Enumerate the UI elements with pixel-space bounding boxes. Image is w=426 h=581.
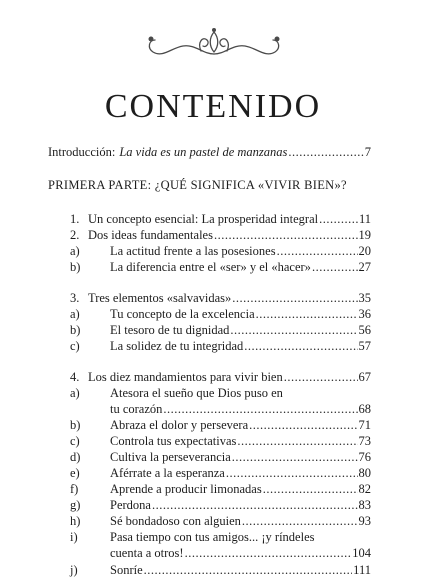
leader-dots — [319, 212, 358, 227]
leader-dots — [244, 339, 357, 354]
toc-subentry — [70, 418, 371, 434]
page-number: 71 — [358, 418, 371, 432]
leader-dots — [277, 244, 358, 259]
page-number: 82 — [358, 482, 371, 496]
entry-text: Perdona — [110, 498, 151, 512]
entry-number: a) — [70, 244, 80, 258]
leader-dots — [256, 307, 358, 322]
toc-subentry — [70, 530, 314, 545]
entry-number: 2. — [70, 228, 80, 242]
entry-text: Sé bondadoso con alguien — [110, 514, 241, 528]
entry-text: Tu concepto de la excelencia — [110, 307, 255, 321]
page-number: 93 — [358, 514, 371, 528]
entry-text: La diferencia entre el «ser» y el «hacer» — [110, 260, 311, 274]
leader-dots — [242, 514, 358, 529]
toc-subentry — [70, 466, 371, 482]
page-number: 67 — [358, 370, 371, 384]
toc-subentry — [70, 450, 371, 466]
entry-text: La actitud frente a las posesiones — [110, 244, 276, 258]
entry-number: 1. — [70, 212, 80, 226]
entry-text: tu corazón — [110, 402, 163, 416]
page-number: 19 — [358, 228, 371, 242]
leader-dots — [263, 482, 358, 497]
toc-entry — [70, 370, 371, 386]
page-number: 111 — [353, 563, 371, 577]
page-number: 83 — [358, 498, 371, 512]
toc-subentry — [70, 434, 371, 450]
entry-text: Atesora el sueño que Dios puso en — [110, 386, 283, 400]
entry-text: El tesoro de tu dignidad — [110, 323, 230, 337]
leader-dots — [237, 434, 357, 449]
leader-dots — [312, 260, 358, 275]
entry-number: c) — [70, 339, 80, 353]
toc-entry — [70, 228, 371, 244]
leader-dots — [232, 291, 357, 306]
intro-entry — [48, 145, 371, 161]
leader-dots — [284, 370, 358, 385]
decorative-flourish-icon — [143, 24, 285, 70]
entry-text: La solidez de tu integridad — [110, 339, 244, 353]
leader-dots — [249, 418, 357, 433]
entry-number: g) — [70, 498, 81, 512]
entry-text: Tres elementos «salvavidas» — [88, 291, 232, 305]
entry-number: 3. — [70, 291, 80, 305]
page-number: 36 — [358, 307, 371, 321]
entry-text: Pasa tiempo con tus amigos... ¡y ríndeles — [110, 530, 315, 544]
toc-subentry — [70, 514, 371, 530]
page-number: 20 — [358, 244, 371, 258]
toc-entry-continuation — [70, 402, 371, 418]
page-number: 73 — [358, 434, 371, 448]
page-number: 57 — [358, 339, 371, 353]
leader-dots — [226, 466, 358, 481]
toc-subentry — [70, 563, 371, 579]
entry-text: Sonríe — [110, 563, 143, 577]
leader-dots — [163, 402, 357, 417]
entry-number: b) — [70, 323, 81, 337]
page-number: 56 — [358, 323, 371, 337]
page-number: 35 — [358, 291, 371, 305]
leader-dots — [288, 145, 363, 160]
toc-subentry — [70, 482, 371, 498]
page-number: 76 — [358, 450, 371, 464]
page-number: 80 — [358, 466, 371, 480]
entry-text: Dos ideas fundamentales — [88, 228, 213, 242]
entry-number: h) — [70, 514, 81, 528]
part-heading: PRIMERA PARTE: ¿QUÉ SIGNIFICA «VIVIR BIEN»? — [48, 178, 347, 192]
entry-number: j) — [70, 563, 78, 577]
toc-entry — [70, 291, 371, 307]
entry-text: Aprende a producir limonadas — [110, 482, 262, 496]
page-number: 7 — [364, 145, 371, 159]
entry-number: d) — [70, 450, 81, 464]
toc-subentry — [70, 339, 371, 355]
leader-dots — [185, 546, 352, 561]
entry-text: Un concepto esencial: La prosperidad integral — [88, 212, 319, 226]
toc-subentry — [70, 307, 371, 323]
page-number: 27 — [358, 260, 371, 274]
leader-dots — [232, 450, 358, 465]
toc-entry — [70, 212, 371, 228]
leader-dots — [230, 323, 357, 338]
toc-subentry — [70, 498, 371, 514]
intro-title: La vida es un pastel de manzanas — [119, 145, 288, 159]
toc-subentry — [70, 244, 371, 260]
leader-dots — [152, 498, 358, 513]
page-number: 11 — [358, 212, 371, 226]
page-number: 104 — [352, 546, 371, 560]
page-title: CONTENIDO — [104, 88, 322, 125]
entry-number: i) — [70, 530, 78, 544]
entry-text: Abraza el dolor y persevera — [110, 418, 249, 432]
entry-text: cuenta a otros! — [110, 546, 184, 560]
toc-subentry — [70, 386, 283, 401]
entry-number: b) — [70, 260, 81, 274]
entry-text: Los diez mandamientos para vivir bien — [88, 370, 283, 384]
entry-number: f) — [70, 482, 79, 496]
entry-text: Controla tus expectativas — [110, 434, 237, 448]
leader-dots — [144, 563, 353, 578]
intro-label: Introducción: — [48, 145, 116, 159]
entry-text: Aférrate a la esperanza — [110, 466, 225, 480]
entry-number: a) — [70, 386, 80, 400]
entry-number: a) — [70, 307, 80, 321]
entry-number: b) — [70, 418, 81, 432]
toc-subentry — [70, 323, 371, 339]
leader-dots — [214, 228, 358, 243]
entry-number: 4. — [70, 370, 80, 384]
toc-entry-continuation — [70, 546, 371, 562]
toc-subentry — [70, 260, 371, 276]
entry-text: Cultiva la perseverancia — [110, 450, 231, 464]
entry-number: e) — [70, 466, 80, 480]
page-number: 68 — [358, 402, 371, 416]
entry-number: c) — [70, 434, 80, 448]
